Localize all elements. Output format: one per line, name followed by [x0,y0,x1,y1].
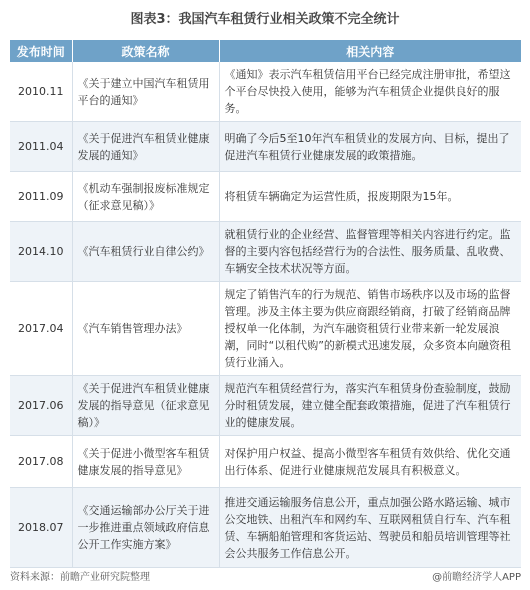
cell-content: 规定了销售汽车的行为规范、销售市场秩序以及市场的监督管理。涉及主体主要为供应商跟经销商，打破了经销商品牌授权单一化体制，为汽车融资租赁行业带来新一轮发展浪潮，同时“以租代购”的新模式迅速发展，众多资本向融资租赁行业涌入。 [219,282,521,376]
column-header-date: 发布时间 [10,40,72,62]
table-row [10,488,521,568]
source-note: 资料来源：前瞻产业研究院整理 [10,572,150,583]
cell-content: 明确了今后5至10年汽车租赁业的发展方向、目标，提出了促进汽车租赁行业健康发展的政策措施。 [219,122,521,172]
cell-date: 2011.09 [10,172,72,222]
table-row [10,436,521,488]
column-header-content: 相关内容 [219,40,521,62]
cell-content: 就租赁行业的企业经营、监督管理等相关内容进行约定。监督的主要内容包括经营行为的合法性、服务质量、乱收费、车辆安全技术状况等方面。 [219,222,521,282]
brand-credit: @前瞻经济学人APP [432,572,521,583]
cell-policy-name: 《交通运输部办公厅关于进一步推进重点领域政府信息公开工作实施方案》 [72,488,219,568]
cell-policy-name: 《关于促进汽车租赁业健康发展的指导意见（征求意见稿）》 [72,376,219,436]
column-header-policy-name: 政策名称 [72,40,219,62]
cell-policy-name: 《关于促进汽车租赁业健康发展的通知》 [72,122,219,172]
cell-date: 2018.07 [10,488,72,568]
table-row [10,222,521,282]
cell-date: 2017.08 [10,436,72,488]
table-header-row [10,40,521,62]
cell-content: 推进交通运输服务信息公开，重点加强公路水路运输、城市公交地铁、出租汽车和网约车、互联网租赁自行车、汽车租赁、车辆船舶管理和客货运站、驾驶员和船员培训管理等社会公共服务工作信息公开。 [219,488,521,568]
chart-title: 图表3：我国汽车租赁行业相关政策不完全统计 [130,12,400,27]
cell-date: 2017.04 [10,282,72,376]
cell-date: 2017.06 [10,376,72,436]
cell-date: 2011.04 [10,122,72,172]
cell-content: 对保护用户权益、提高小微型客车租赁有效供给、优化交通出行体系、促进行业健康规范发展具有积极意义。 [219,436,521,488]
cell-policy-name: 《关于促进小微型客车租赁健康发展的指导意见》 [72,436,219,488]
cell-date: 2010.11 [10,62,72,122]
cell-content: 规范汽车租赁经营行为，落实汽车租赁身份查验制度，鼓励分时租赁发展，建立健全配套政策措施，促进了汽车租赁行业的健康发展。 [219,376,521,436]
cell-policy-name: 《汽车销售管理办法》 [72,282,219,376]
policy-table [10,40,521,568]
cell-date: 2014.10 [10,222,72,282]
cell-policy-name: 《关于建立中国汽车租赁用平台的通知》 [72,62,219,122]
table-row [10,376,521,436]
table-row [10,172,521,222]
cell-policy-name: 《机动车强制报废标准规定（征求意见稿）》 [72,172,219,222]
table-row [10,282,521,376]
table-row [10,122,521,172]
table-row [10,62,521,122]
cell-content: 将租赁车辆确定为运营性质，报废期限为15年。 [219,172,521,222]
cell-content: 《通知》表示汽车租赁信用平台已经完成注册审批，希望这个平台尽快投入使用，能够为汽车租赁企业提供良好的服务。 [219,62,521,122]
cell-policy-name: 《汽车租赁行业自律公约》 [72,222,219,282]
